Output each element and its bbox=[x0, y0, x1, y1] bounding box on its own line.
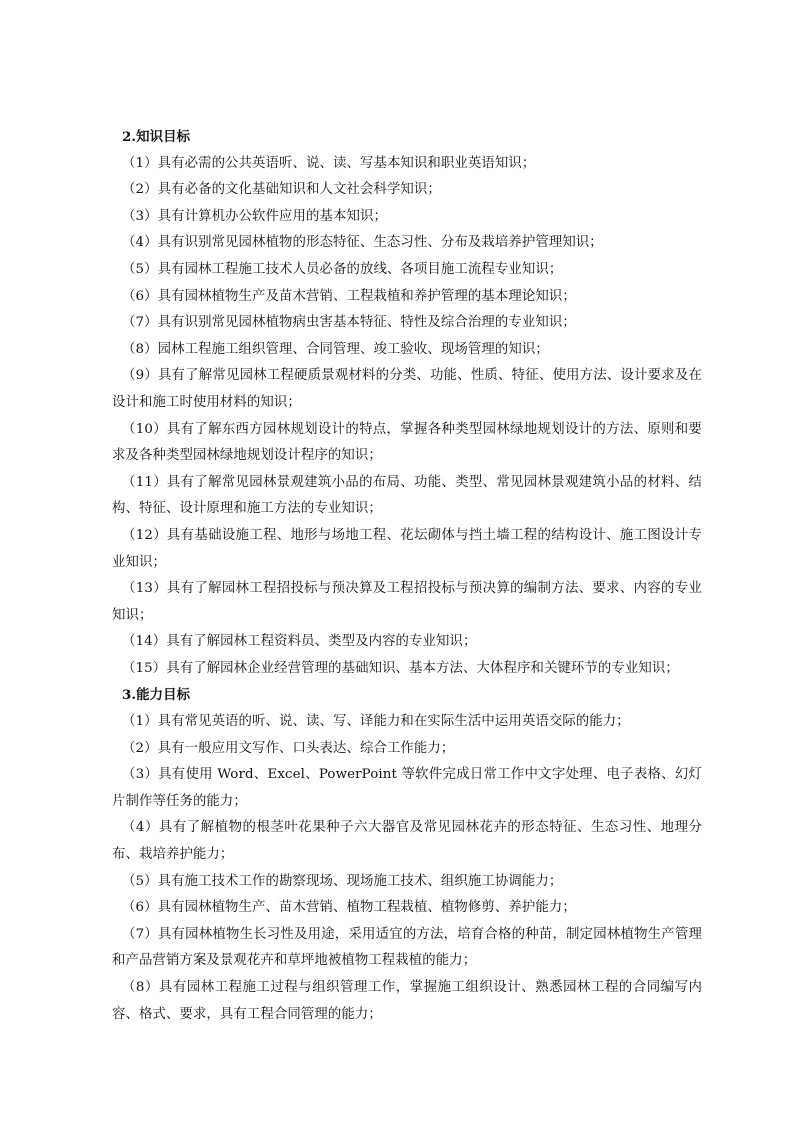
knowledge-item-6: （6）具有园林植物生产及苗木营销、工程栽植和养护管理的基本理论知识； bbox=[122, 288, 576, 304]
knowledge-item-3: （3）具有计算机办公软件应用的基本知识； bbox=[122, 208, 387, 224]
knowledge-item-12: （12）具有基础设施工程、地形与场地工程、花坛砌体与挡土墙工程的结构设计、施工图设计专业知识； bbox=[112, 527, 702, 570]
section-heading-ability: 3.能力目标 bbox=[122, 687, 191, 704]
knowledge-item-10: （10）具有了解东西方园林规划设计的特点，掌握各种类型园林绿地规划设计的方法、原则和要求及各种类型园林绿地规划设计程序的知识； bbox=[112, 421, 702, 464]
knowledge-item-13: （13）具有了解园林工程招投标与预决算及工程招投标与预决算的编制方法、要求、内容的专业知识； bbox=[112, 581, 702, 623]
section-heading-knowledge: 2.知识目标 bbox=[122, 129, 191, 145]
ability-item-2: （2）具有一般应用文写作、口头表达、综合工作能力； bbox=[122, 740, 455, 756]
knowledge-item-1: （1）具有必需的公共英语听、说、读、写基本知识和职业英语知识； bbox=[122, 155, 536, 171]
document-body bbox=[112, 124, 702, 1028]
knowledge-item-8: （8）园林工程施工组织管理、合同管理、竣工验收、现场管理的知识； bbox=[122, 341, 549, 357]
knowledge-item-14: （14）具有了解园林工程资料员、类型及内容的专业知识； bbox=[122, 634, 477, 650]
ability-item-8: （8）具有园林工程施工过程与组织管理工作，掌握施工组织设计、熟悉园林工程的合同编写内容、格式、要求，具有工程合同管理的能力； bbox=[112, 980, 702, 1022]
ability-item-7: （7）具有园林植物生长习性及用途，采用适宜的方法，培育合格的种苗，制定园林植物生产管理和产品营销方案及景观花卉和草坪地被植物工程栽植的能力； bbox=[112, 926, 702, 969]
knowledge-item-7: （7）具有识别常见园林植物病虫害基本特征、特性及综合治理的专业知识； bbox=[122, 315, 576, 331]
ability-item-1: （1）具有常见英语的听、说、读、写、译能力和在实际生活中运用英语交际的能力； bbox=[122, 714, 630, 730]
knowledge-item-15: （15）具有了解园林企业经营管理的基础知识、基本方法、大体程序和关键环节的专业知识； bbox=[122, 660, 679, 676]
knowledge-item-5: （5）具有园林工程施工技术人员必备的放线、各项目施工流程专业知识； bbox=[122, 261, 563, 277]
knowledge-item-11: （11）具有了解常见园林景观建筑小品的布局、功能、类型、常见园林景观建筑小品的材料、结构、特征、设计原理和施工方法的专业知识； bbox=[112, 474, 702, 517]
ability-item-3: （3）具有使用 Word、Excel、PowerPoint 等软件完成日常工作中文字处理、电子表格、幻灯片制作等任务的能力； bbox=[112, 767, 702, 809]
knowledge-item-2: （2）具有必备的文化基础知识和人文社会科学知识； bbox=[122, 182, 441, 198]
knowledge-item-9: （9）具有了解常见园林工程硬质景观材料的分类、功能、性质、特征、使用方法、设计要求及在设计和施工时使用材料的知识； bbox=[112, 368, 702, 410]
knowledge-item-4: （4）具有识别常见园林植物的形态特征、生态习性、分布及栽培养护管理知识； bbox=[122, 235, 603, 251]
ability-item-6: （6）具有园林植物生产、苗木营销、植物工程栽植、植物修剪、养护能力； bbox=[122, 900, 576, 916]
ability-item-4: （4）具有了解植物的根茎叶花果种子六大器官及常见园林花卉的形态特征、生态习性、地理分布、栽培养护能力； bbox=[112, 820, 702, 863]
ability-item-5: （5）具有施工技术工作的勘察现场、现场施工技术、组织施工协调能力； bbox=[122, 873, 563, 889]
